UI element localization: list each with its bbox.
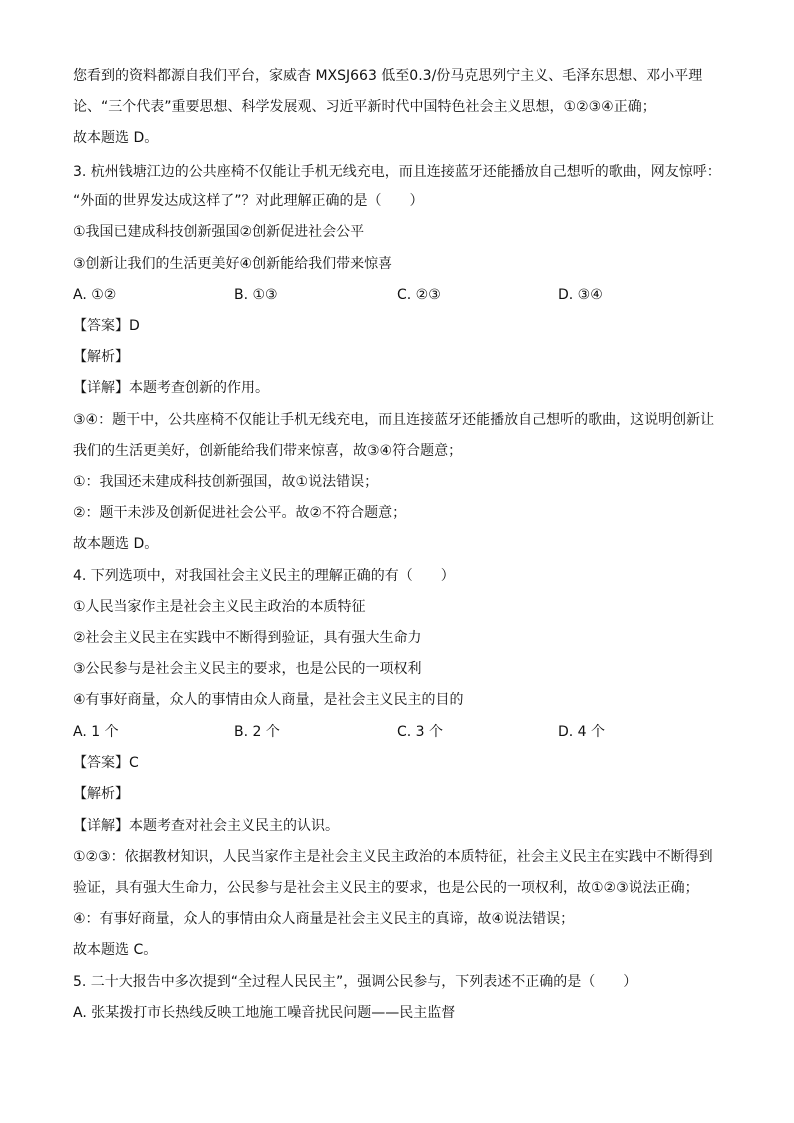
answer-label: 【答案】 [73,755,129,771]
q3-option-a: A. ①② [73,287,117,303]
q3-detail: ①：我国还未建成科技创新强国，故①说法错误； [73,474,379,490]
answer-label: 【答案】 [73,318,129,334]
q4-detail: 【详解】本题考查对社会主义民主的认识。 [73,818,339,834]
question-4-statement: ②社会主义民主在实践中不断得到验证，具有强大生命力 [73,630,422,646]
q3-detail: 【详解】本题考查创新的作用。 [73,380,269,396]
q3-detail: 我们的生活更美好，创新能给我们带来惊喜，故③④符合题意； [73,443,463,459]
answer-value: C [129,755,139,771]
q4-detail: ①②③：依据教材知识，人民当家作主是社会主义民主政治的本质特征，社会主义民主在实践中不断得到 [73,849,713,865]
q4-detail: 验证，具有强大生命力，公民参与是社会主义民主的要求，也是公民的一项权利，故①②③说法正确； [73,880,699,896]
question-3-stem: 3. 杭州钱塘江边的公共座椅不仅能让手机无线充电，而且连接蓝牙还能播放自己想听的歌曲，网友惊呼： [73,164,721,180]
text-line: 论、“三个代表”重要思想、科学发展观、习近平新时代中国特色社会主义思想，①②③④正确； [73,99,656,115]
question-5-option-a: A. 张某拨打市长热线反映工地施工噪音扰民问题——民主监督 [73,1005,456,1021]
q4-detail: 故本题选 C。 [73,942,158,958]
q3-option-d: D. ③④ [558,287,603,303]
question-3-statement: ③创新让我们的生活更美好④创新能给我们带来惊喜 [73,256,393,272]
q4-detail: ④：有事好商量，众人的事情由众人商量是社会主义民主的真谛，故④说法错误； [73,911,575,927]
q4-option-a: A. 1 个 [73,724,119,740]
q4-option-d: D. 4 个 [558,724,606,740]
q3-option-c: C. ②③ [397,287,441,303]
q3-detail: ③④：题干中，公共座椅不仅能让手机无线充电，而且连接蓝牙还能播放自己想听的歌曲，这说明创新让 [73,412,715,428]
q4-option-b: B. 2 个 [234,724,280,740]
q4-analysis-heading: 【解析】 [73,786,129,802]
question-4-stem: 4. 下列选项中，对我国社会主义民主的理解正确的有（ ） [73,568,455,584]
q3-detail: ②：题干未涉及创新促进社会公平。故②不符合题意； [73,505,407,521]
answer-value: D [129,318,140,334]
text-line: 您看到的资料都源自我们平台，家威杳 MXSJ663 低至0.3/份马克思列宁主义、毛泽东思想、邓小平理 [73,68,703,84]
question-4-statement: ④有事好商量，众人的事情由众人商量，是社会主义民主的目的 [73,692,464,708]
text-line: 故本题选 D。 [73,130,159,146]
question-4-statement: ①人民当家作主是社会主义民主政治的本质特征 [73,599,366,615]
q4-answer [73,754,139,772]
question-4-statement: ③公民参与是社会主义民主的要求，也是公民的一项权利 [73,661,422,677]
q3-detail: 故本题选 D。 [73,536,159,552]
question-3-statement: ①我国已建成科技创新强国②创新促进社会公平 [73,224,365,240]
question-3-stem: “外面的世界发达成这样了”？对此理解正确的是（ ） [73,193,424,209]
question-5-stem: 5. 二十大报告中多次提到“全过程人民民主”，强调公民参与，下列表述不正确的是（ ） [73,974,638,990]
q3-option-b: B. ①③ [234,287,278,303]
q3-answer [73,317,140,335]
q3-analysis-heading: 【解析】 [73,349,129,365]
q4-option-c: C. 3 个 [397,724,444,740]
